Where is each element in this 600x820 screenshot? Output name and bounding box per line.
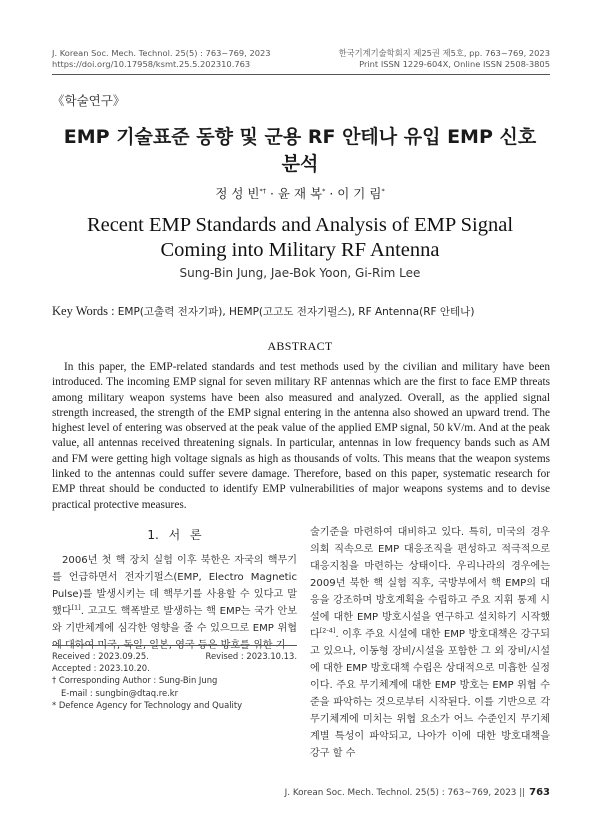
footnote-rule [52, 645, 297, 646]
author-1-mark: *† [259, 186, 266, 195]
issn-line: Print ISSN 1229-604X, Online ISSN 2508-3805 [359, 59, 550, 69]
journal-citation-kr: 한국기계기술학회지 제25권 제5호, pp. 763~769, 2023 [338, 48, 550, 58]
article-category: 《학술연구》 [52, 93, 126, 108]
dates-row [52, 650, 297, 662]
page-footer [285, 787, 550, 798]
korean-authors [0, 184, 600, 202]
section-title-char-1: 서 [168, 528, 181, 542]
right-text-1: 술기준을 마련하여 대비하고 있다. 특히, 미국의 경우 의회 직속으로 EMP 대응조직을 편성하고 적극적으로 대응지침을 마련하는 상태이다. 우리나라의 경우에는 2009년 북한 핵 실험 직후, 국방부에서 핵 EMP의 대응을 강조하며 방호계획을 수립하고 주요 지휘 통제 시설에 대한 EMP 방호시설을 연구하고 설치하기 시작했다 [310, 527, 550, 640]
abstract-body: In this paper, the EMP-related standards and test methods used by the civilian and military have been introduced. The incoming EMP signal for seven military RF antennas which are the first to face EMP threats among military weapon systems have been also measured and analyzed. Overall, as the applied signal strength increased, the strength of the EMP signal entering in the antenna also showed an upward trend. The highest level of entering was observed at the peak value of the applied EMP signal, 50 kV/m. And at the peak value, all antennas received threatening signals. In particular, antennas in low frequency bands such as AM and FM were getting high voltage signals as high as thousands of volts. This means that the weapon systems linked to the antennas could suffer severe damage. Therefore, based on this paper, systematic research for EMP threat should be conducted to identify EMP vulnerabilities of major weapons systems and to devise practical protective measures. [52, 361, 550, 511]
journal-citation: J. Korean Soc. Mech. Technol. 25(5) : 763~769, 2023 [52, 48, 271, 58]
section-number: 1. [147, 528, 159, 542]
revised-date: Revised : 2023.10.13. [205, 651, 297, 661]
footnotes [52, 650, 297, 711]
footer-citation: J. Korean Soc. Mech. Technol. 25(5) : 763~769, 2023 || [284, 788, 526, 798]
journal-header-left [52, 48, 271, 70]
page-number: 763 [529, 787, 550, 798]
received-date: Received : 2023.09.25. [52, 651, 149, 661]
english-authors: Sung-Bin Jung, Jae-Bok Yoon, Gi-Rim Lee [179, 266, 421, 280]
section-heading-introduction [52, 524, 297, 548]
author-affiliation: * Defence Agency for Technology and Quality [52, 699, 243, 710]
corresponding-author: † Corresponding Author : Sung-Bin Jung [52, 675, 218, 686]
introduction-paragraph [52, 552, 297, 654]
keywords-text: EMP(고출력 전자기파), HEMP(고고도 전자기펄스), RF Antenna(RF 안테나) [117, 306, 475, 318]
intro-text-2: . 고고도 핵폭발로 발생하는 핵 EMP는 국가 안보와 기반체계에 심각한 영향을 줄 수 있으므로 EMP 위협에 대하여 미국, 독일, 일본, 영국 등은 방호를 위한 기 [52, 606, 297, 651]
author-3-kr: · 이 기 림 [325, 186, 382, 201]
english-title: Recent EMP Standards and Analysis of EMP Signal Coming into Military RF Antenna [86, 214, 514, 261]
author-2-kr: · 윤 재 복 [266, 186, 323, 201]
left-column [52, 524, 297, 654]
keywords-label: Key Words : [52, 304, 118, 318]
intro-text-1: 2006년 첫 핵 장치 실험 이후 북한은 자국의 핵무기를 언급하면서 전자기펄스(EMP, Electro Magnetic Pulse)를 발생시키는 데 핵무기를 사용할 수 있다고 말했다 [52, 555, 297, 617]
doi-link[interactable]: https://doi.org/10.17958/ksmt.25.5.202310.763 [52, 59, 251, 69]
author-1-kr: 정 성 빈 [215, 186, 260, 201]
section-title-char-2: 론 [190, 528, 202, 542]
reference-1[interactable]: [1] [71, 603, 81, 612]
korean-title: EMP 기술표준 동향 및 군용 RF 안테나 유입 EMP 신호 분석 [63, 126, 537, 175]
accepted-date: Accepted : 2023.10.20. [52, 663, 150, 674]
journal-header-right [339, 48, 550, 70]
author-2-mark: * [322, 186, 326, 195]
right-text-2: . 이후 주요 시설에 대한 EMP 방호대책은 강구되고 있으나, 이동형 장비/시설을 포함한 그 외 장비/시설에 대한 EMP 방호대책 수립은 상대적으로 미흡한 실정이다. 주요 무기체계에 대한 EMP 방호는 EMP 위협 수준을 파악하는 것으로부터 시작된다. 이를 기반으로 각 무기체계에 미치는 위협 요소가 어느 수준인지 무기체계별 특성이 파악되고, 나아가 이에 대한 방호대책을 강구 할 수 [310, 629, 550, 759]
abstract-heading: ABSTRACT [267, 339, 333, 353]
header-rule [52, 74, 550, 75]
reference-2-4[interactable]: [2-4] [319, 626, 336, 635]
author-3-mark: * [381, 186, 385, 195]
keywords-line [52, 304, 550, 319]
author-email[interactable]: E-mail : sungbin@dtaq.re.kr [61, 687, 179, 698]
right-column [310, 524, 550, 762]
